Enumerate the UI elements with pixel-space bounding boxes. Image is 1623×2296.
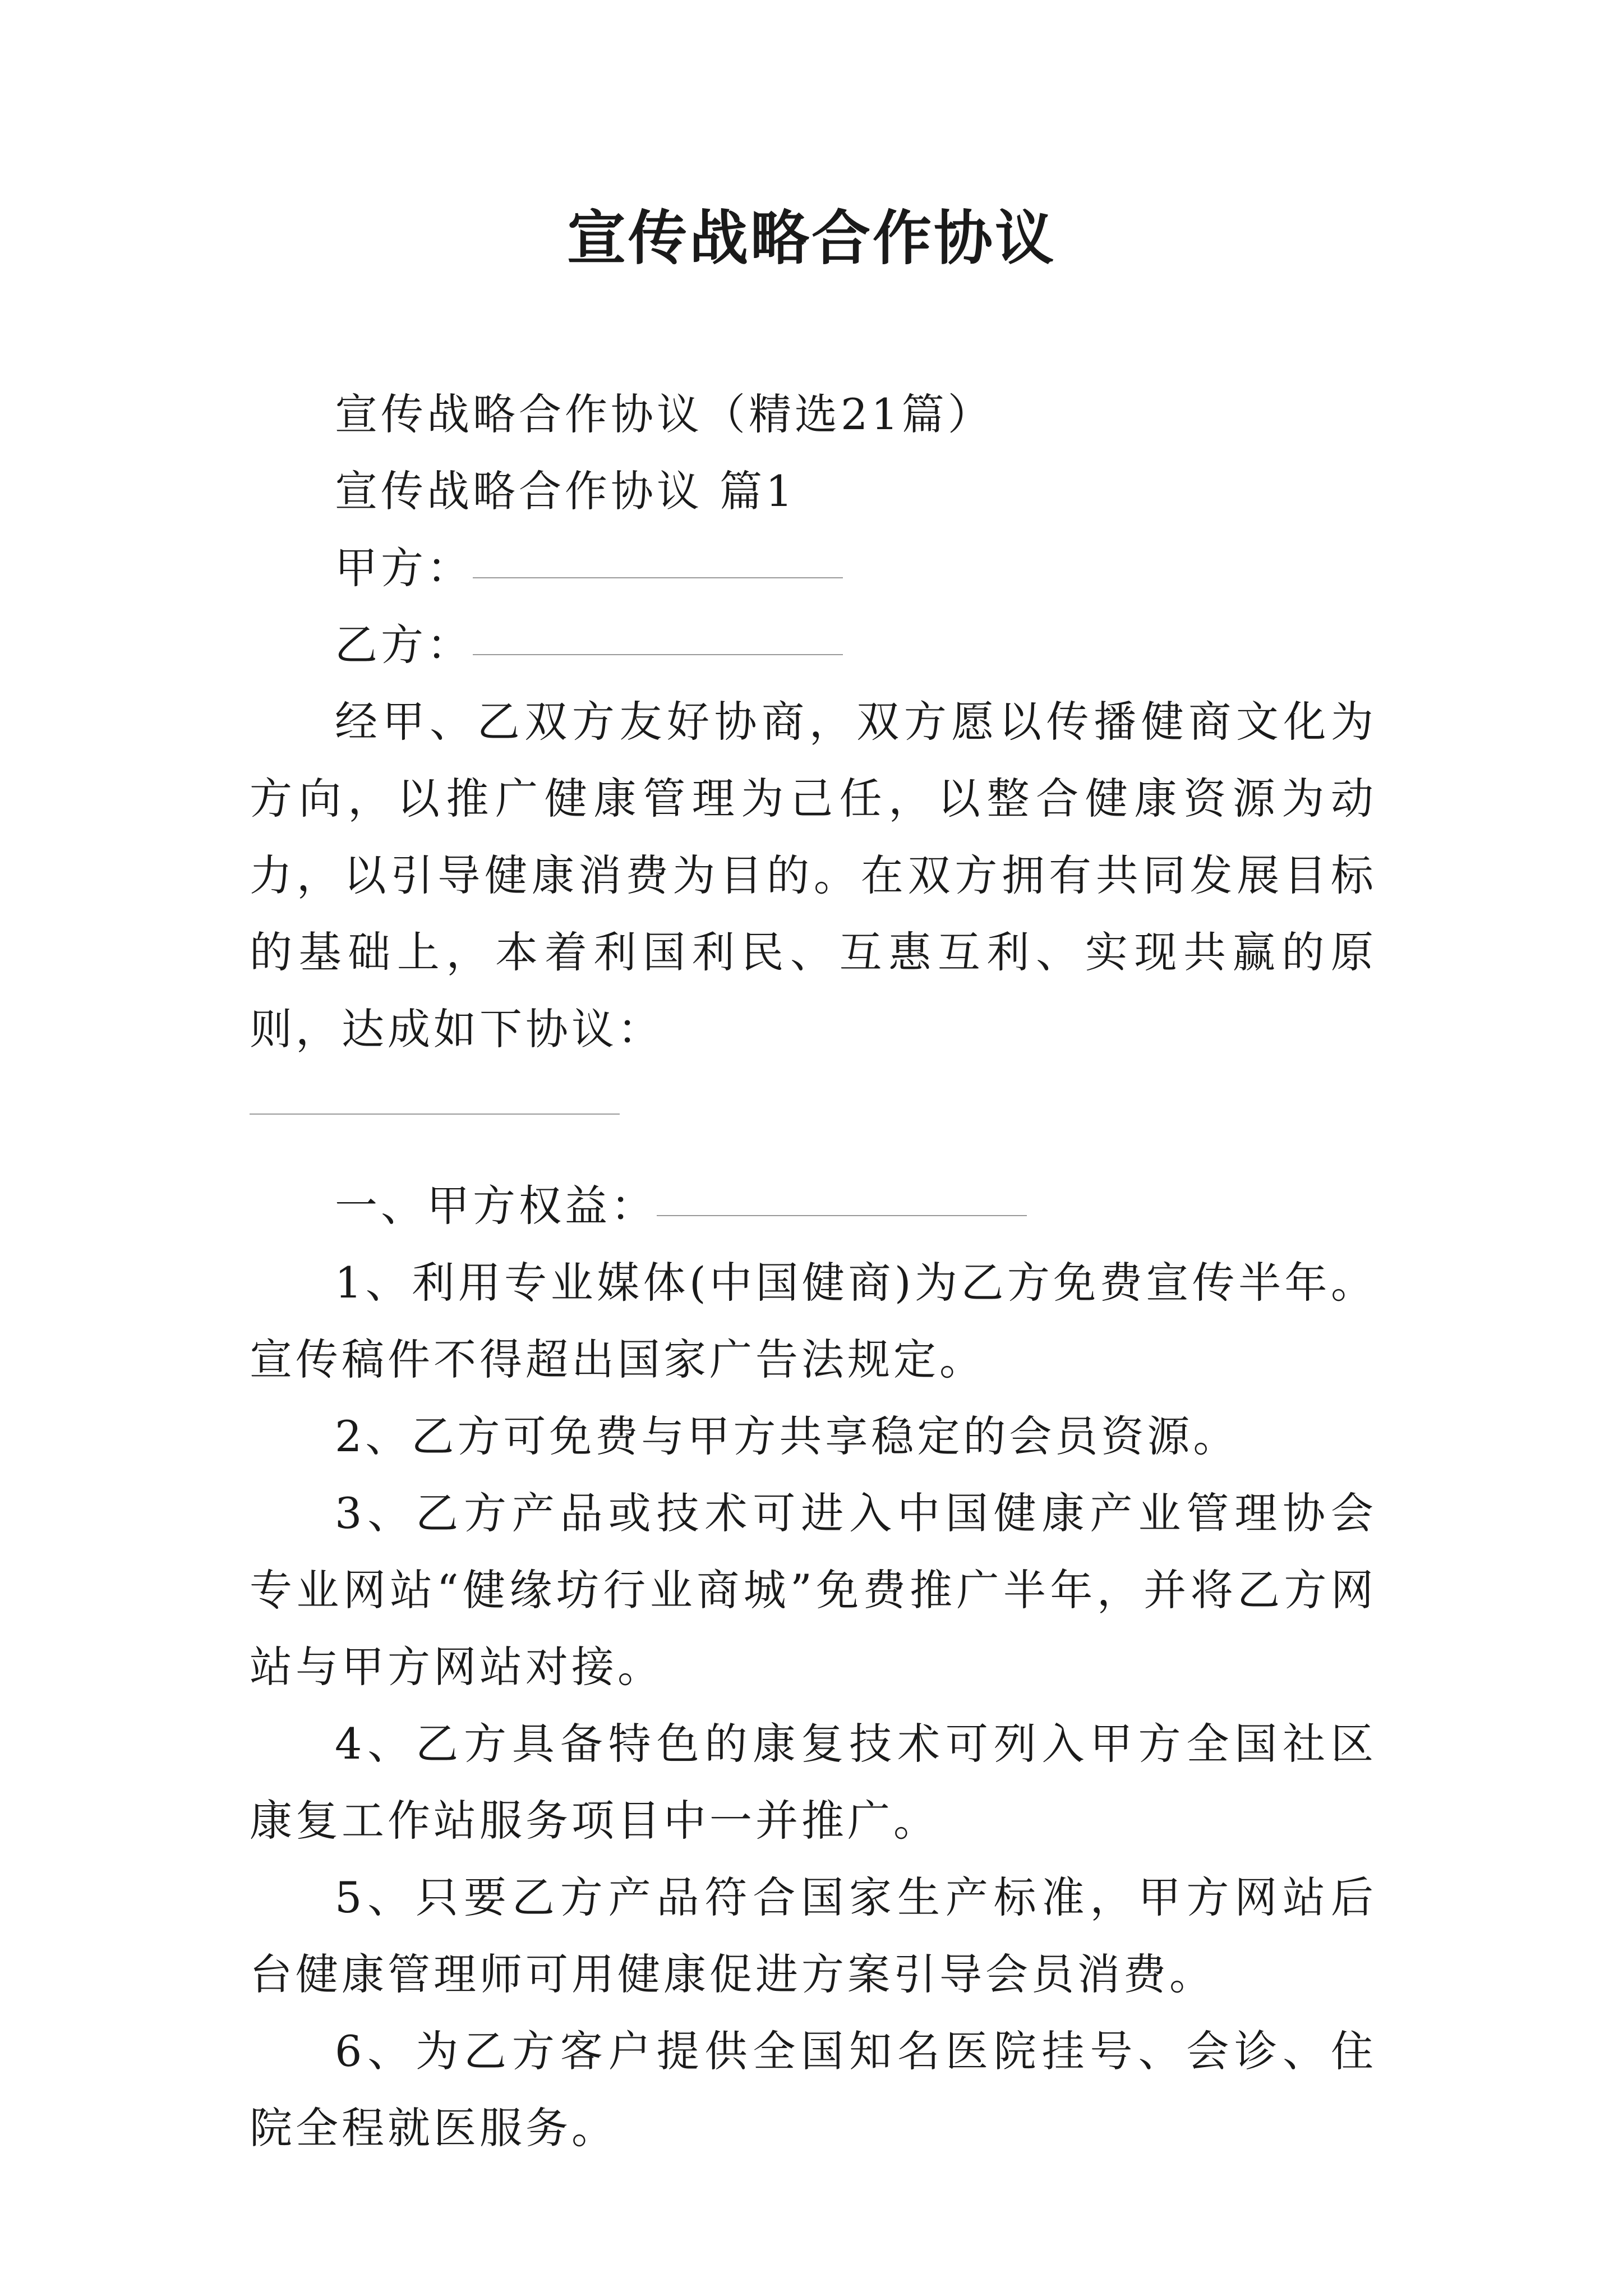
document-body [250,376,1377,2166]
separator-blank [250,1114,620,1115]
party-a-line [250,530,1377,606]
party-a-label: 甲方： [335,543,473,593]
party-a-blank [473,576,843,578]
list-item: 5、只要乙方产品符合国家生产标准，甲方网站后台健康管理师可用健康促进方案引导会员消费。 [250,1872,1377,1999]
document-title: 宣传战略合作协议 [566,204,1056,273]
document-subtitle: 宣传战略合作协议（精选21篇） [335,389,994,439]
party-b-blank [473,653,843,655]
rights-a-line [250,1167,1377,1244]
rights-a-heading: 一、甲方权益： [335,1181,657,1231]
section-heading: 宣传战略合作协议 篇1 [335,466,796,516]
list-item: 1、利用专业媒体(中国健商)为乙方免费宣传半年。宣传稿件不得超出国家广告法规定。 [250,1258,1377,1384]
list-item: 2、乙方可免费与甲方共享稳定的会员资源。 [335,1411,1239,1461]
party-b-label: 乙方： [335,620,473,670]
list-item: 6、为乙方客户提供全国知名医院挂号、会诊、住院全程就医服务。 [250,2026,1377,2153]
list-item: 4、乙方具备特色的康复技术可列入甲方全国社区康复工作站服务项目中一并推广。 [250,1719,1377,1846]
party-b-line [250,606,1377,683]
intro-paragraph: 经甲、乙双方友好协商，双方愿以传播健商文化为方向，以推广健康管理为己任，以整合健康资源为动力，以引导健康消费为目的。在双方拥有共同发展目标的基础上，本着利国利民、互惠互利、实现共赢的原则，达成如下协议： [250,697,1377,1054]
rights-a-blank [657,1214,1027,1216]
list-item: 3、乙方产品或技术可进入中国健康产业管理协会专业网站“健缘坊行业商城”免费推广半年，并将乙方网站与甲方网站对接。 [250,1488,1377,1692]
